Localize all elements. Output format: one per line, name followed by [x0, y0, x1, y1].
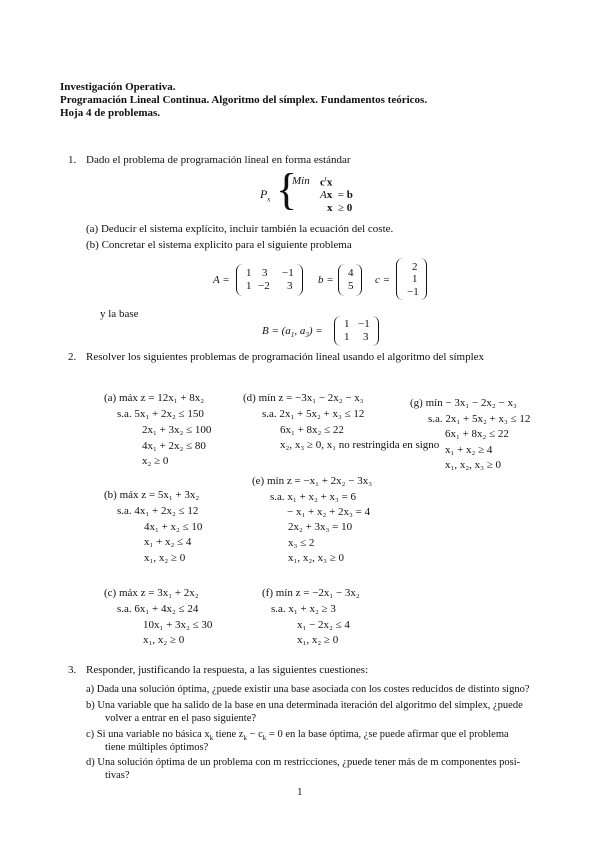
ps-label: $P_s$ [260, 187, 271, 204]
problem-line: 2x₂ + 3x₃ = 10 [288, 521, 353, 533]
sf-row3: x ≥ 0 [327, 202, 353, 214]
problem-line: (f) mín z = −2x₁ − 3x₂ [262, 587, 360, 599]
problem-line: (d) mín z = −3x₁ − 2x₂ − x₃ [243, 392, 364, 404]
page-number: 1 [297, 786, 303, 798]
problem-line: 6x₁ + 8x₂ ≤ 22 [445, 428, 509, 440]
c-paren-right [420, 258, 427, 300]
problem-line: x₁ − 2x₂ ≤ 4 [297, 619, 350, 631]
problem-line: 4x₁ + x₂ ≤ 10 [144, 521, 203, 533]
q2-text: Resolver los siguientes problemas de programación lineal usando el algoritmo del símplex [86, 351, 485, 363]
problem-line: 6x₁ + 8x₂ ≤ 22 [280, 424, 344, 436]
problem-line: x₁, x₂ ≥ 0 [144, 552, 186, 564]
q1-a: (a) Deducir el sistema explícito, incluir también la ecuación del coste. [86, 223, 394, 235]
B-paren-left [334, 316, 341, 346]
problem-line: x₂, x₃ ≥ 0, x₁ no restringida en signo [280, 439, 440, 451]
problem-line: x₁, x₂ ≥ 0 [297, 634, 339, 646]
q3-c-line1: c) Si una variable no básica $x_k$ tiene $z_k - c_k = 0$ en la base óptima, ¿se puede afirmar que el problema [86, 729, 509, 743]
A-cell: 1 [246, 267, 252, 279]
b-label: b = [318, 274, 334, 286]
problem-line: (b) máx z = 5x₁ + 3x₂ [104, 489, 200, 501]
problem-line: 4x₁ + 2x₂ ≤ 80 [142, 440, 206, 452]
A-paren-right [296, 264, 303, 296]
q3-b-line1: b) Una variable que ha salido de la base en una determinada iteración del algoritmo del símplex, ¿puede [86, 700, 523, 711]
problem-line: (g) mín − 3x₁ − 2x₂ − x₃ [410, 397, 517, 409]
B-cell: 3 [363, 331, 369, 343]
problem-line: (c) máx z = 3x₁ + 2x₂ [104, 587, 199, 599]
sf-row1-expr: $c^tx$ [320, 175, 333, 189]
problem-line: x₃ ≤ 2 [288, 537, 315, 549]
A-label: A = [213, 274, 230, 286]
header-line-2: Programación Lineal Continua. Algoritmo del símplex. Fundamentos teóricos. [60, 94, 428, 106]
q3-d-line1: d) Una solución óptima de un problema con m restricciones, ¿puede tener más de m componentes posi- [86, 757, 521, 768]
q3-number: 3. [68, 664, 77, 676]
q3-b-line2: volver a entrar en el paso siguiente? [105, 713, 257, 724]
problem-line: (e) mín z = −x₁ + 2x₂ − 3x₃ [252, 475, 373, 487]
problem-line: s.a. x₁ + x₂ ≥ 3 [271, 603, 336, 615]
q2-number: 2. [68, 351, 77, 363]
A-paren-left [236, 264, 243, 296]
problem-line: − x₁ + x₂ + 2x₃ = 4 [287, 506, 371, 518]
B-paren-right [372, 316, 379, 346]
c-cell: 2 [412, 261, 418, 273]
problem-line: x₁ + x₂ ≥ 4 [445, 444, 493, 456]
base-text: y la base [100, 308, 139, 320]
problem-line: 2x₁ + 3x₂ ≤ 100 [142, 424, 212, 436]
b-paren-right [355, 264, 362, 296]
problem-line: x₁, x₂, x₃ ≥ 0 [445, 459, 502, 471]
problem-line: s.a. 6x₁ + 4x₂ ≤ 24 [117, 603, 199, 615]
problem-line: x₁, x₂ ≥ 0 [143, 634, 185, 646]
c-label: c = [375, 274, 391, 286]
sf-row1: Min [292, 175, 310, 187]
problem-line: s.a. x₁ + x₂ + x₃ = 6 [270, 491, 357, 503]
B-cell: −1 [358, 318, 370, 330]
problem-line: (a) máx z = 12x₁ + 8x₂ [104, 392, 205, 404]
q1-b: (b) Concretar el sistema explicito para el siguiente problema [86, 239, 352, 251]
c-cell: 1 [412, 273, 418, 285]
A-cell: 1 [246, 280, 252, 292]
problem-line: x₁ + x₂ ≤ 4 [144, 536, 192, 548]
A-cell: 3 [287, 280, 293, 292]
A-cell: −1 [282, 267, 294, 279]
problem-line: s.a. 2x₁ + 5x₂ + x₃ ≤ 12 [428, 413, 531, 425]
problem-line: s.a. 5x₁ + 2x₂ ≤ 150 [117, 408, 204, 420]
q3-d-line2: tivas? [105, 770, 130, 781]
problem-line: x₂ ≥ 0 [142, 455, 169, 467]
header-line-3: Hoja 4 de problemas. [60, 107, 161, 119]
b-paren-left [338, 264, 345, 296]
q1-number: 1. [68, 154, 77, 166]
A-cell: −2 [258, 280, 270, 292]
B-cell: 1 [344, 331, 350, 343]
problem-line: s.a. 2x₁ + 5x₂ + x₃ ≤ 12 [262, 408, 365, 420]
sf-row2: Ax = b [320, 189, 353, 201]
A-cell: 3 [262, 267, 268, 279]
problem-line: x₁, x₂, x₃ ≥ 0 [288, 552, 345, 564]
left-brace: { [276, 165, 298, 214]
problem-line: s.a. 4x₁ + 2x₂ ≤ 12 [117, 505, 199, 517]
header-line-1: Investigación Operativa. [60, 81, 176, 93]
q3-text: Responder, justificando la respuesta, a las siguientes cuestiones: [86, 664, 369, 676]
q3-a: a) Dada una solución óptima, ¿puede existir una base asociada con los costes reducidos de distinto signo? [86, 684, 530, 695]
c-paren-left [396, 258, 403, 300]
B-cell: 1 [344, 318, 350, 330]
b-cell: 5 [348, 280, 354, 292]
q1-text: Dado el problema de programación lineal en forma estándar [86, 154, 351, 166]
c-cell: −1 [407, 286, 419, 298]
B-label: $B = (a_1$, $a_3$) = [262, 325, 323, 340]
q3-c-line2: tiene múltiples óptimos? [105, 742, 209, 753]
problem-line: 10x₁ + 3x₂ ≤ 30 [143, 619, 213, 631]
b-cell: 4 [348, 267, 354, 279]
